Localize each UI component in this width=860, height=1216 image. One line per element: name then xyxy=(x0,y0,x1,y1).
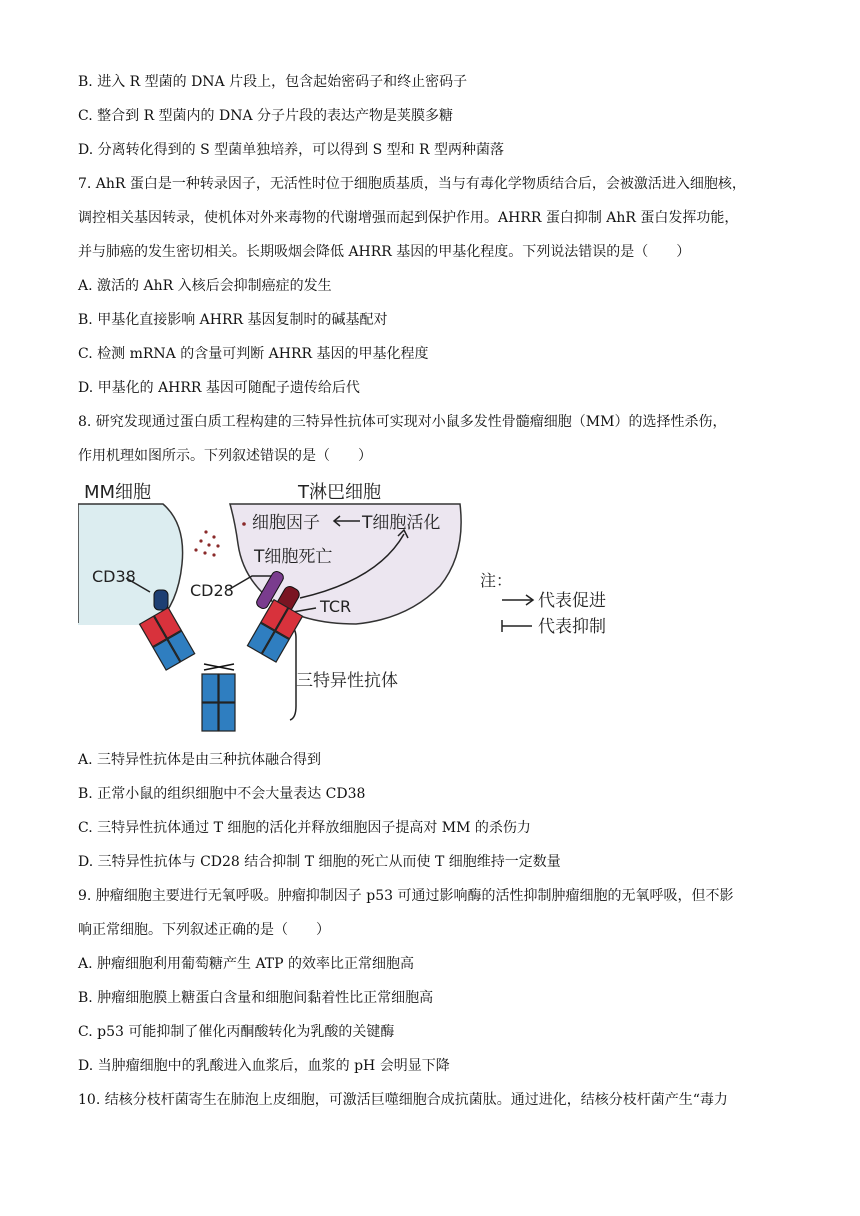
t-activation-label: T细胞活化 xyxy=(362,513,441,533)
antibody-diagram xyxy=(78,474,678,736)
option-c-q9: C. p53 可能抑制了催化丙酮酸转化为乳酸的关键酶 xyxy=(78,1024,395,1040)
option-d-q7: D. 甲基化的 AHRR 基因可随配子遗传给后代 xyxy=(78,380,360,396)
question-10-line-1: 10. 结核分枝杆菌寄生在肺泡上皮细胞，可激活巨噬细胞合成抗菌肽。通过进化，结核分枝杆菌产生“毒力 xyxy=(78,1092,728,1108)
question-7-line-2: 调控相关基因转录，使机体对外来毒物的代谢增强而起到保护作用。AHRR 蛋白抑制 AhR 蛋白发挥功能， xyxy=(78,210,739,226)
option-b-q8: B. 正常小鼠的组织细胞中不会大量表达 CD38 xyxy=(78,786,366,802)
antibody-fc xyxy=(202,674,235,731)
option-d-q8: D. 三特异性抗体与 CD28 结合抑制 T 细胞的死亡从而使 T 细胞维持一定数量 xyxy=(78,854,561,870)
option-a-q8: A. 三特异性抗体是由三种抗体融合得到 xyxy=(78,752,322,768)
question-8-line-2: 作用机理如图所示。下列叙述错误的是（ ） xyxy=(78,448,372,464)
cd38-label: CD38 xyxy=(92,567,136,586)
cd38-receptor xyxy=(154,590,168,610)
t-death-label: T细胞死亡 xyxy=(254,547,333,567)
question-9-line-1: 9. 肿瘤细胞主要进行无氧呼吸。肿瘤抑制因子 p53 可通过影响酶的活性抑制肿瘤细胞的无氧呼吸，但不影 xyxy=(78,888,734,904)
option-c-q7: C. 检测 mRNA 的含量可判断 AHRR 基因的甲基化程度 xyxy=(78,346,429,362)
option-b-q7: B. 甲基化直接影响 AHRR 基因复制时的碱基配对 xyxy=(78,312,388,328)
note-title: 注： xyxy=(480,571,513,590)
note-promote-label: 代表促进 xyxy=(538,591,606,611)
antibody-figure xyxy=(78,474,678,736)
question-8-line-1: 8. 研究发现通过蛋白质工程构建的三特异性抗体可实现对小鼠多发性骨髓瘤细胞（MM）的选择性杀伤， xyxy=(78,414,727,430)
option-b-q6: B. 进入 R 型菌的 DNA 片段上，包含起始密码子和终止密码子 xyxy=(78,74,468,90)
question-9-line-2: 响正常细胞。下列叙述正确的是（ ） xyxy=(78,922,330,938)
cd28-label: CD28 xyxy=(190,581,234,600)
tcr-label: TCR xyxy=(320,597,352,616)
antibody-label: 三特异性抗体 xyxy=(296,671,398,691)
option-c-q8: C. 三特异性抗体通过 T 细胞的活化并释放细胞因子提高对 MM 的杀伤力 xyxy=(78,820,531,836)
question-7-line-3: 并与肺癌的发生密切相关。长期吸烟会降低 AHRR 基因的甲基化程度。下列说法错误的是（ ） xyxy=(78,244,691,260)
t-cell-label: T淋巴细胞 xyxy=(298,482,381,503)
note-inhibit-label: 代表抑制 xyxy=(538,617,606,637)
option-a-q9: A. 肿瘤细胞利用葡萄糖产生 ATP 的效率比正常细胞高 xyxy=(78,956,415,972)
option-a-q7: A. 激活的 AhR 入核后会抑制癌症的发生 xyxy=(78,278,332,294)
antibody-hinge xyxy=(204,664,234,670)
option-d-q6: D. 分离转化得到的 S 型菌单独培养，可以得到 S 型和 R 型两种菌落 xyxy=(78,142,505,158)
option-c-q6: C. 整合到 R 型菌内的 DNA 分子片段的表达产物是荚膜多糖 xyxy=(78,108,454,124)
option-b-q9: B. 肿瘤细胞膜上糖蛋白含量和细胞间黏着性比正常细胞高 xyxy=(78,990,434,1006)
option-d-q9: D. 当肿瘤细胞中的乳酸进入血浆后，血浆的 pH 会明显下降 xyxy=(78,1058,450,1074)
question-7-line-1: 7. AhR 蛋白是一种转录因子，无活性时位于细胞质基质，当与有毒化学物质结合后，会被激活进入细胞核， xyxy=(78,176,746,192)
mm-cell-label: MM细胞 xyxy=(84,482,152,503)
cytokine-label: 细胞因子 xyxy=(252,513,320,533)
